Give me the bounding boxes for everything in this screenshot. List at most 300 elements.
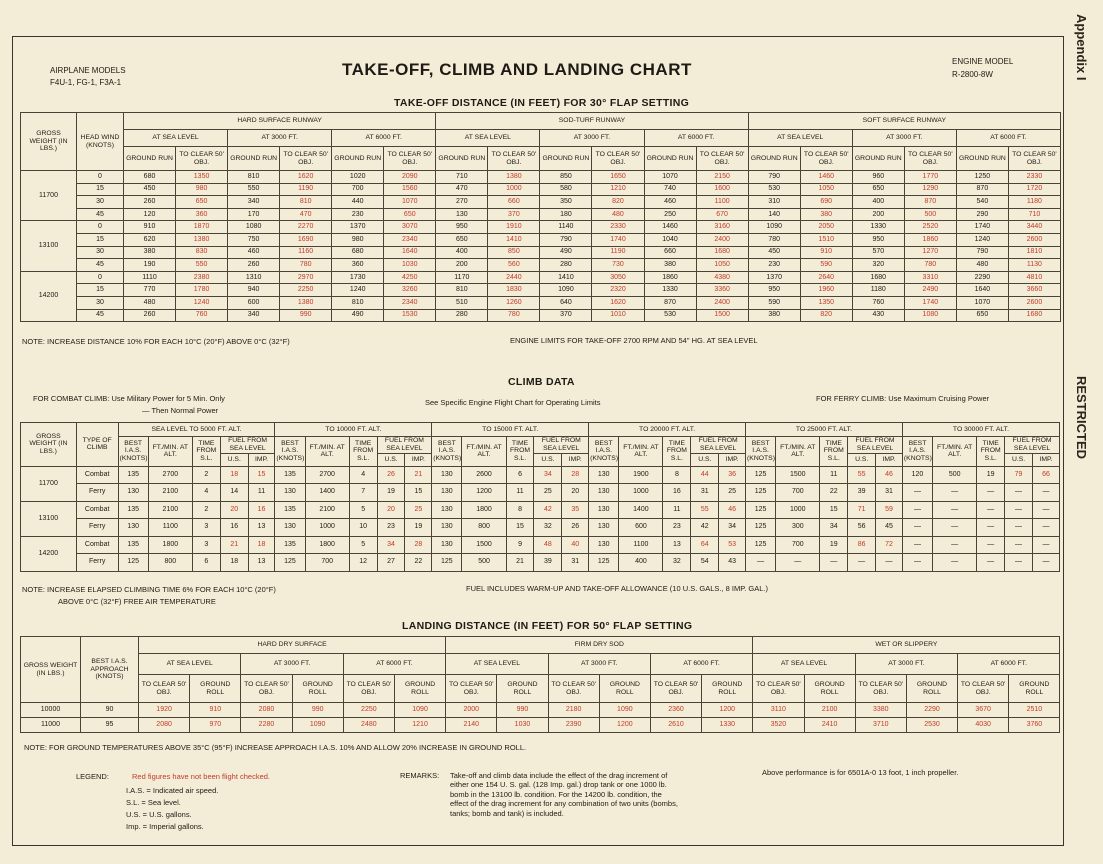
header-altitude-group: TO 15000 FT. ALT. (432, 423, 589, 437)
climb-value-cell: 44 (691, 466, 719, 484)
distance-cell: 820 (592, 196, 644, 209)
distance-cell: 3310 (904, 271, 956, 284)
climb-value-cell: 500 (462, 554, 506, 572)
distance-cell: 1210 (592, 183, 644, 196)
distance-cell: 700 (332, 183, 384, 196)
header-fuel: FUEL FROM SEA LEVEL (220, 437, 275, 454)
climb-value-cell: 2 (192, 501, 220, 519)
header-surface: HARD SURFACE RUNWAY (124, 113, 436, 130)
distance-cell: 1260 (488, 296, 540, 309)
climb-value-cell: — (977, 501, 1005, 519)
climb-value-cell: 9 (506, 536, 534, 554)
distance-cell: 480 (124, 296, 176, 309)
header-ft-min: FT./MIN. AT ALT. (462, 437, 506, 467)
landing-value-cell: 3110 (753, 703, 804, 718)
distance-cell: 290 (956, 208, 1008, 221)
header-gross-weight: GROSS WEIGHT (IN LBS.) (21, 113, 77, 171)
header-column: TO CLEAR 50' OBJ. (753, 675, 804, 703)
distance-cell: 1190 (280, 183, 332, 196)
header-fuel: FUEL FROM SEA LEVEL (1005, 437, 1060, 454)
landing-value-cell: 2610 (650, 718, 701, 733)
climb-value-cell: 10 (349, 519, 377, 537)
climb-value-cell: 700 (776, 536, 820, 554)
distance-cell: 3160 (696, 221, 748, 234)
table-row (21, 171, 1061, 184)
airplane-models-label: AIRPLANE MODELS (50, 66, 126, 75)
header-imp: IMP. (719, 453, 746, 466)
header-altitude-group: TO 25000 FT. ALT. (746, 423, 903, 437)
legend-red-note: Red figures have not been flight checked. (132, 772, 271, 781)
climb-value-cell: 64 (691, 536, 719, 554)
distance-cell: 980 (176, 183, 228, 196)
header-time: TIME FROM S.L. (349, 437, 377, 467)
header-best-ias: BEST I.A.S. (KNOTS) (746, 437, 776, 467)
header-column: GROUND ROLL (190, 675, 241, 703)
distance-cell: 770 (124, 284, 176, 297)
climb-value-cell: — (902, 484, 932, 502)
climb-value-cell: — (1032, 484, 1059, 502)
distance-cell: 810 (436, 284, 488, 297)
landing-value-cell: 1210 (394, 718, 445, 733)
takeoff-note: NOTE: INCREASE DISTANCE 10% FOR EACH 10°C (20°F) ABOVE 0°C (32°F) (22, 337, 290, 346)
climb-value-cell: 125 (589, 554, 619, 572)
climb-value-cell: 32 (663, 554, 691, 572)
climb-value-cell: 130 (432, 519, 462, 537)
header-altitude: AT SEA LEVEL (139, 654, 241, 675)
climb-value-cell: — (977, 536, 1005, 554)
climb-value-cell: 125 (746, 466, 776, 484)
legend-item: U.S. = U.S. gallons. (126, 810, 192, 819)
head-wind-cell: 30 (77, 296, 124, 309)
climb-value-cell: 6 (506, 466, 534, 484)
distance-cell: 960 (852, 171, 904, 184)
header-column: TO CLEAR 50' OBJ. (548, 675, 599, 703)
distance-cell: 3050 (592, 271, 644, 284)
header-ft-min: FT./MIN. AT ALT. (776, 437, 820, 467)
distance-cell: 1290 (904, 183, 956, 196)
distance-cell: 690 (800, 196, 852, 209)
distance-cell: 1100 (696, 196, 748, 209)
header-time: TIME FROM S.L. (663, 437, 691, 467)
climb-value-cell: 130 (432, 536, 462, 554)
distance-cell: 1680 (1008, 309, 1060, 322)
climb-value-cell: 135 (275, 501, 305, 519)
climb-value-cell: 120 (902, 466, 932, 484)
distance-cell: 640 (540, 296, 592, 309)
header-fuel: FUEL FROM SEA LEVEL (848, 437, 903, 454)
distance-cell: 350 (540, 196, 592, 209)
climb-value-cell: 39 (534, 554, 562, 572)
distance-cell: 1350 (176, 171, 228, 184)
header-column: GROUND RUN (332, 147, 384, 171)
head-wind-cell: 15 (77, 233, 124, 246)
landing-value-cell: 2390 (548, 718, 599, 733)
table-row (21, 437, 1060, 454)
distance-cell: 2440 (488, 271, 540, 284)
takeoff-title: TAKE-OFF DISTANCE (IN FEET) FOR 30° FLAP SETTING (394, 97, 690, 109)
header-time: TIME FROM S.L. (820, 437, 848, 467)
landing-value-cell: 1330 (702, 718, 753, 733)
climb-value-cell: 20 (377, 501, 405, 519)
header-altitude-group: TO 20000 FT. ALT. (589, 423, 746, 437)
distance-cell: 2600 (1008, 296, 1060, 309)
climb-value-cell: — (933, 501, 977, 519)
distance-cell: 2490 (904, 284, 956, 297)
distance-cell: 320 (852, 259, 904, 272)
climb-value-cell: — (776, 554, 820, 572)
distance-cell: 660 (644, 246, 696, 259)
climb-value-cell: 34 (377, 536, 405, 554)
header-imp: IMP. (248, 453, 275, 466)
climb-value-cell: 22 (405, 554, 432, 572)
head-wind-cell: 0 (77, 221, 124, 234)
landing-value-cell: 3670 (958, 703, 1009, 718)
distance-cell: 600 (228, 296, 280, 309)
table-row (21, 208, 1061, 221)
distance-cell: 1130 (1008, 259, 1060, 272)
header-altitude: AT SEA LEVEL (436, 130, 540, 147)
climb-value-cell: 19 (377, 484, 405, 502)
landing-value-cell: 2080 (241, 703, 292, 718)
climb-value-cell: 3 (192, 536, 220, 554)
climb-value-cell: — (977, 484, 1005, 502)
distance-cell: 4810 (1008, 271, 1060, 284)
header-imp: IMP. (1032, 453, 1059, 466)
distance-cell: 850 (488, 246, 540, 259)
landing-value-cell: 990 (497, 703, 548, 718)
table-row (21, 309, 1061, 322)
climb-note-2: ABOVE 0°C (32°F) FREE AIR TEMPERATURE (58, 597, 216, 606)
distance-cell: 810 (228, 171, 280, 184)
climb-value-cell: 59 (876, 501, 903, 519)
distance-cell: 120 (124, 208, 176, 221)
ferry-climb-text: Use Maximum Cruising Power (888, 394, 990, 403)
table-row (21, 130, 1061, 147)
table-row (21, 718, 1060, 733)
climb-value-cell: 32 (534, 519, 562, 537)
distance-cell: 1500 (696, 309, 748, 322)
distance-cell: 530 (748, 183, 800, 196)
landing-table (20, 636, 1060, 733)
distance-cell: 810 (280, 196, 332, 209)
climb-value-cell: 4 (349, 466, 377, 484)
climb-value-cell: 400 (619, 554, 663, 572)
climb-value-cell: 5 (349, 501, 377, 519)
header-column: GROUND RUN (852, 147, 904, 171)
climb-type-cell: Combat (76, 501, 118, 519)
distance-cell: 3360 (696, 284, 748, 297)
legend-item: Imp. = Imperial gallons. (126, 822, 204, 831)
distance-cell: 1240 (956, 233, 1008, 246)
distance-cell: 440 (332, 196, 384, 209)
climb-value-cell: 42 (691, 519, 719, 537)
table-row (21, 183, 1061, 196)
climb-table (20, 422, 1060, 572)
climb-value-cell: — (902, 536, 932, 554)
climb-value-cell: 800 (462, 519, 506, 537)
distance-cell: 590 (800, 259, 852, 272)
header-imp: IMP. (562, 453, 589, 466)
header-time: TIME FROM S.L. (192, 437, 220, 467)
distance-cell: 780 (280, 259, 332, 272)
landing-value-cell: 1090 (292, 718, 343, 733)
climb-value-cell: 125 (746, 484, 776, 502)
header-time: TIME FROM S.L. (506, 437, 534, 467)
climb-value-cell: 19 (977, 466, 1005, 484)
distance-cell: 1090 (748, 221, 800, 234)
header-altitude: AT SEA LEVEL (124, 130, 228, 147)
distance-cell: 570 (852, 246, 904, 259)
head-wind-cell: 0 (77, 271, 124, 284)
header-altitude: AT SEA LEVEL (748, 130, 852, 147)
climb-value-cell: 130 (118, 484, 148, 502)
distance-cell: 790 (540, 233, 592, 246)
header-altitude: AT 3000 FT. (852, 130, 956, 147)
climb-type-cell: Ferry (76, 484, 118, 502)
header-column: GROUND ROLL (292, 675, 343, 703)
distance-cell: 260 (124, 309, 176, 322)
gross-weight-cell: 11700 (21, 171, 77, 221)
distance-cell: 780 (904, 259, 956, 272)
distance-cell: 460 (644, 196, 696, 209)
table-row (21, 296, 1061, 309)
distance-cell: 1180 (852, 284, 904, 297)
climb-value-cell: 18 (220, 466, 248, 484)
climb-value-cell: 45 (876, 519, 903, 537)
header-column: GROUND ROLL (394, 675, 445, 703)
climb-value-cell: 7 (349, 484, 377, 502)
distance-cell: 1310 (228, 271, 280, 284)
climb-value-cell: 130 (118, 519, 148, 537)
climb-value-cell: — (902, 501, 932, 519)
ferry-climb-label: FOR FERRY CLIMB: (816, 394, 887, 403)
distance-cell: 380 (800, 208, 852, 221)
distance-cell: 540 (956, 196, 1008, 209)
distance-cell: 1330 (644, 284, 696, 297)
climb-value-cell: 130 (432, 484, 462, 502)
distance-cell: 650 (384, 208, 436, 221)
distance-cell: 2270 (280, 221, 332, 234)
landing-value-cell: 2140 (446, 718, 497, 733)
head-wind-cell: 30 (77, 196, 124, 209)
table-row (21, 654, 1060, 675)
distance-cell: 550 (176, 259, 228, 272)
climb-value-cell: 700 (776, 484, 820, 502)
distance-cell: 1780 (176, 284, 228, 297)
table-row (21, 484, 1060, 502)
climb-value-cell: 130 (432, 501, 462, 519)
climb-value-cell: 1100 (148, 519, 192, 537)
distance-cell: 950 (436, 221, 488, 234)
climb-value-cell: 25 (405, 501, 432, 519)
distance-cell: 1090 (540, 284, 592, 297)
gross-weight-cell: 11700 (21, 466, 77, 501)
climb-value-cell: — (1032, 536, 1059, 554)
climb-value-cell: — (1005, 484, 1033, 502)
distance-cell: 1050 (800, 183, 852, 196)
climb-value-cell: 1500 (776, 466, 820, 484)
climb-value-cell: 2100 (148, 484, 192, 502)
distance-cell: 380 (748, 309, 800, 322)
climb-value-cell: — (746, 554, 776, 572)
distance-cell: 2970 (280, 271, 332, 284)
header-altitude: AT SEA LEVEL (753, 654, 855, 675)
header-column: GROUND ROLL (906, 675, 957, 703)
distance-cell: 460 (228, 246, 280, 259)
climb-value-cell: 2100 (148, 501, 192, 519)
header-altitude-group: TO 10000 FT. ALT. (275, 423, 432, 437)
climb-value-cell: 125 (746, 536, 776, 554)
climb-value-cell: 39 (848, 484, 876, 502)
distance-cell: 1370 (748, 271, 800, 284)
climb-value-cell: 25 (719, 484, 746, 502)
climb-value-cell: 43 (719, 554, 746, 572)
climb-value-cell: — (902, 554, 932, 572)
climb-value-cell: — (977, 519, 1005, 537)
table-row (21, 196, 1061, 209)
header-surface: FIRM DRY SOD (446, 637, 753, 654)
climb-value-cell: 2700 (305, 466, 349, 484)
climb-value-cell: 36 (719, 466, 746, 484)
distance-cell: 740 (644, 183, 696, 196)
distance-cell: 1370 (332, 221, 384, 234)
climb-value-cell: 1800 (462, 501, 506, 519)
climb-value-cell: 11 (663, 501, 691, 519)
table-row (21, 423, 1060, 437)
climb-value-cell: 1400 (619, 501, 663, 519)
climb-value-cell: 1200 (462, 484, 506, 502)
climb-value-cell: 130 (589, 501, 619, 519)
climb-value-cell: 11 (248, 484, 275, 502)
climb-value-cell: 21 (506, 554, 534, 572)
distance-cell: 1730 (332, 271, 384, 284)
table-row (21, 466, 1060, 484)
distance-cell: 870 (956, 183, 1008, 196)
distance-cell: 360 (176, 208, 228, 221)
climb-value-cell: 2 (192, 466, 220, 484)
distance-cell: 680 (124, 171, 176, 184)
climb-value-cell: 23 (663, 519, 691, 537)
header-best-ias: BEST I.A.S. (KNOTS) (118, 437, 148, 467)
distance-cell: 230 (332, 208, 384, 221)
distance-cell: 140 (748, 208, 800, 221)
header-column: TO CLEAR 50' OBJ. (592, 147, 644, 171)
landing-value-cell: 1920 (139, 703, 190, 718)
restricted-side-label: RESTRICTED (1074, 376, 1089, 460)
header-column: TO CLEAR 50' OBJ. (855, 675, 906, 703)
remarks-text: Take-off and climb data include the effect of the drag increment of either one 154 U. S. gal. (128 Imp. gal.) drop tank or one 1000 lb. bomb in the 13100 lb. condition. For the 14200 lb. condition, the effect of the drag increment for any combination of two units (bombs, tanks; bomb and tank) is included. (450, 771, 678, 818)
header-us: U.S. (534, 453, 562, 466)
distance-cell: 1810 (1008, 246, 1060, 259)
climb-value-cell: 27 (377, 554, 405, 572)
distance-cell: 490 (332, 309, 384, 322)
distance-cell: 1110 (124, 271, 176, 284)
distance-cell: 370 (488, 208, 540, 221)
header-imp: IMP. (876, 453, 903, 466)
header-column: TO CLEAR 50' OBJ. (446, 675, 497, 703)
distance-cell: 670 (696, 208, 748, 221)
header-fuel: FUEL FROM SEA LEVEL (691, 437, 746, 454)
combat-climb-text-2: — Then Normal Power (142, 406, 219, 415)
distance-cell: 1050 (696, 259, 748, 272)
header-ft-min: FT./MIN. AT ALT. (148, 437, 192, 467)
climb-title: CLIMB DATA (508, 376, 575, 388)
distance-cell: 1830 (488, 284, 540, 297)
distance-cell: 1740 (904, 296, 956, 309)
climb-value-cell: 135 (275, 466, 305, 484)
climb-type-cell: Combat (76, 536, 118, 554)
distance-cell: 230 (748, 259, 800, 272)
remarks-label: REMARKS: (400, 771, 440, 780)
distance-cell: 1770 (904, 171, 956, 184)
performance-note: Above performance is for 6501A-0 13 foot, 1 inch propeller. (762, 768, 959, 777)
climb-type-cell: Combat (76, 466, 118, 484)
distance-cell: 490 (540, 246, 592, 259)
header-column: TO CLEAR 50' OBJ. (488, 147, 540, 171)
distance-cell: 500 (904, 208, 956, 221)
header-column: GROUND RUN (644, 147, 696, 171)
climb-value-cell: 500 (933, 466, 977, 484)
head-wind-cell: 30 (77, 246, 124, 259)
header-surface: SOD-TURF RUNWAY (436, 113, 748, 130)
table-row (21, 703, 1060, 718)
climb-value-cell: 700 (305, 554, 349, 572)
climb-value-cell: 66 (1032, 466, 1059, 484)
climb-value-cell: 14 (220, 484, 248, 502)
climb-value-cell: 8 (506, 501, 534, 519)
climb-value-cell: 1800 (305, 536, 349, 554)
header-altitude: AT 6000 FT. (332, 130, 436, 147)
distance-cell: 1620 (280, 171, 332, 184)
distance-cell: 1170 (436, 271, 488, 284)
distance-cell: 180 (540, 208, 592, 221)
distance-cell: 2050 (800, 221, 852, 234)
header-column: GROUND RUN (124, 147, 176, 171)
climb-value-cell: 1100 (619, 536, 663, 554)
climb-value-cell: 35 (562, 501, 589, 519)
gross-weight-cell: 13100 (21, 501, 77, 536)
distance-cell: 3660 (1008, 284, 1060, 297)
distance-cell: 980 (332, 233, 384, 246)
distance-cell: 550 (228, 183, 280, 196)
climb-value-cell: 8 (663, 466, 691, 484)
distance-cell: 590 (748, 296, 800, 309)
header-column: TO CLEAR 50' OBJ. (384, 147, 436, 171)
climb-value-cell: 72 (876, 536, 903, 554)
table-row (21, 233, 1061, 246)
header-altitude: AT 6000 FT. (644, 130, 748, 147)
distance-cell: 2150 (696, 171, 748, 184)
distance-cell: 1720 (1008, 183, 1060, 196)
climb-value-cell: 21 (405, 466, 432, 484)
climb-value-cell: 1500 (462, 536, 506, 554)
distance-cell: 1410 (488, 233, 540, 246)
climb-value-cell: 34 (534, 466, 562, 484)
distance-cell: 750 (228, 233, 280, 246)
climb-value-cell: 71 (848, 501, 876, 519)
landing-value-cell: 3760 (1009, 718, 1060, 733)
distance-cell: 340 (228, 196, 280, 209)
distance-cell: 940 (228, 284, 280, 297)
specific-engine-note: See Specific Engine Flight Chart for Operating Limits (425, 398, 601, 407)
distance-cell: 260 (228, 259, 280, 272)
climb-value-cell: 5 (349, 536, 377, 554)
climb-value-cell: 26 (377, 466, 405, 484)
distance-cell: 790 (956, 246, 1008, 259)
header-column: GROUND ROLL (1009, 675, 1060, 703)
head-wind-cell: 0 (77, 171, 124, 184)
distance-cell: 1380 (280, 296, 332, 309)
